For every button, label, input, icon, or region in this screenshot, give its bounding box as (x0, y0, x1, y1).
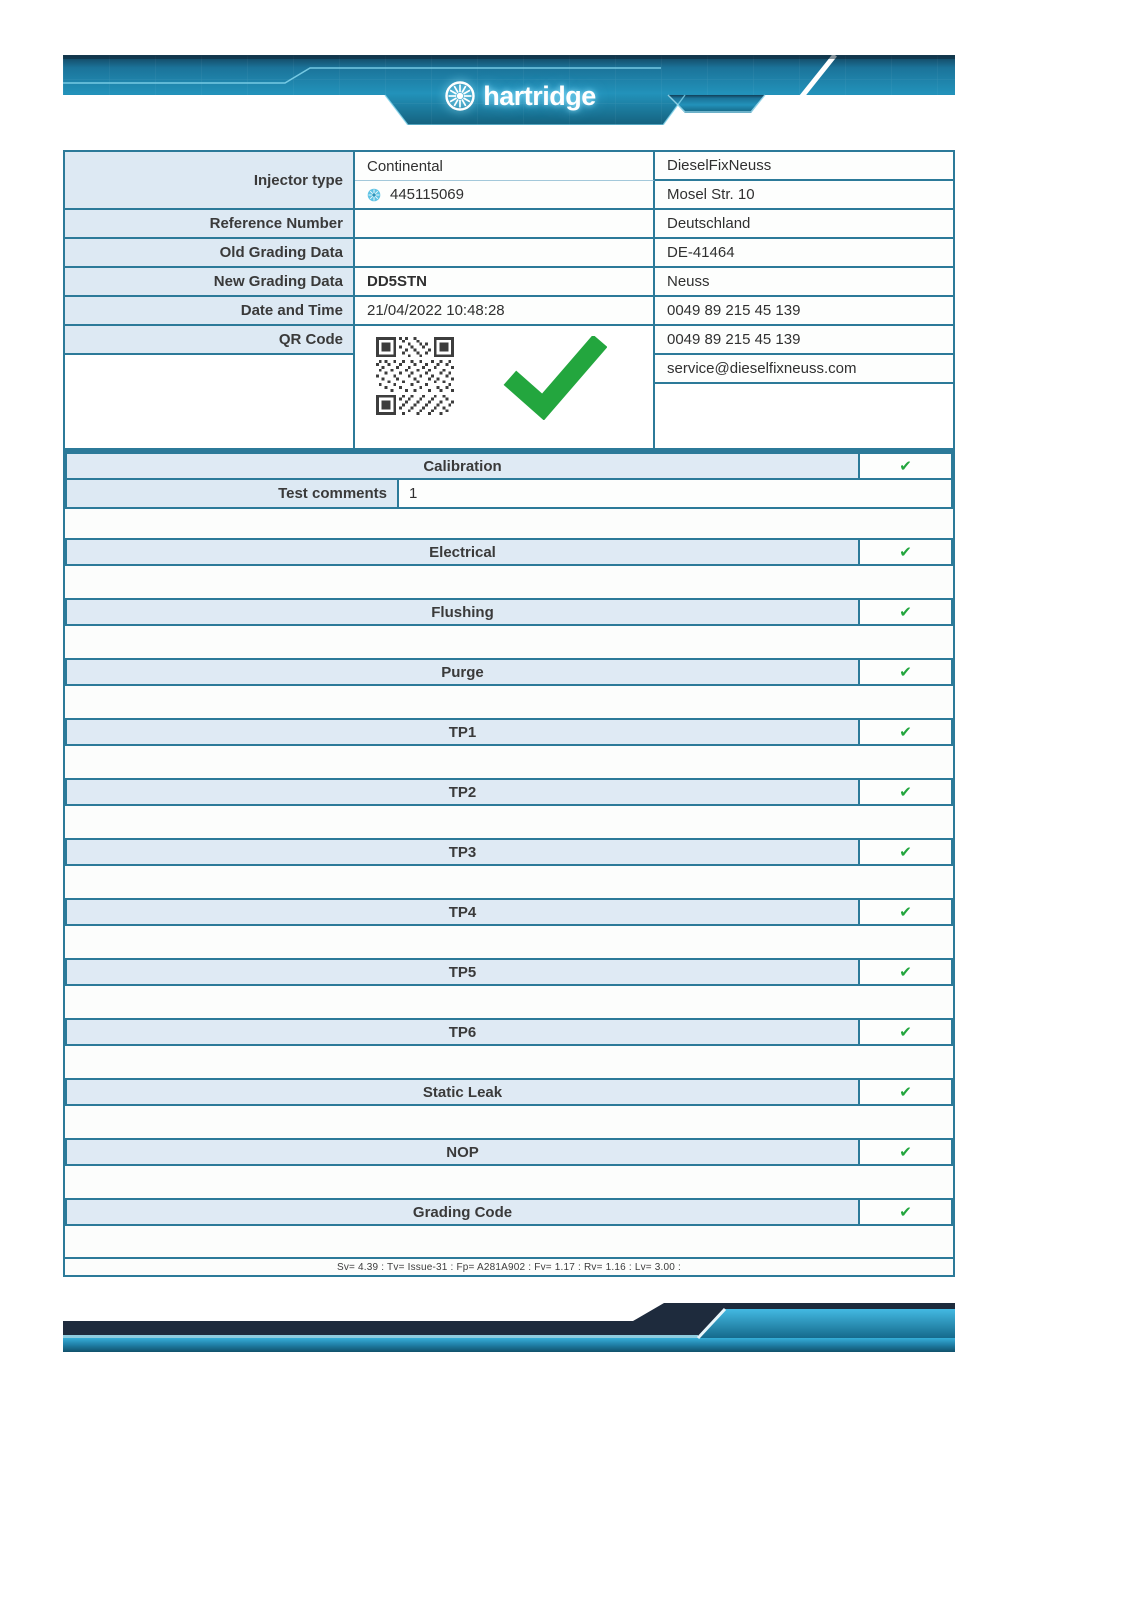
check-icon: ✔ (860, 454, 951, 478)
section-label: Calibration (67, 454, 860, 478)
section-label: TP4 (67, 900, 860, 924)
check-icon: ✔ (860, 960, 951, 984)
qr-code-cell (355, 326, 655, 448)
workshop-line: DE-41464 (655, 239, 953, 268)
reference-number-label: Reference Number (65, 210, 355, 239)
qr-code-label: QR Code (65, 326, 355, 355)
section-label: TP2 (67, 780, 860, 804)
workshop-line: DieselFixNeuss (655, 152, 953, 181)
footer-banner (63, 1300, 955, 1354)
section-label: Purge (67, 660, 860, 684)
old-grading-label: Old Grading Data (65, 239, 355, 268)
section-label: Electrical (67, 540, 860, 564)
section-label: Flushing (67, 600, 860, 624)
check-icon: ✔ (860, 900, 951, 924)
section-row-static-leak (65, 1078, 953, 1106)
section-row-flushing (65, 598, 953, 626)
check-icon: ✔ (860, 1020, 951, 1044)
section-row-purge (65, 658, 953, 686)
workshop-line: Deutschland (655, 210, 953, 239)
qr-code (373, 334, 457, 418)
version-footer: Sv= 4.39 : Tv= Issue-31 : Fp= A281A902 : Fv= 1.17 : Rv= 1.16 : Lv= 3.00 : (65, 1257, 953, 1275)
section-row-grading-code (65, 1198, 953, 1226)
section-label: TP5 (67, 960, 860, 984)
check-icon: ✔ (860, 1140, 951, 1164)
section-label: TP3 (67, 840, 860, 864)
section-row-calibration (65, 452, 953, 480)
workshop-line: 0049 89 215 45 139 (655, 326, 953, 355)
check-icon: ✔ (860, 1200, 951, 1224)
workshop-line: Neuss (655, 268, 953, 297)
section-row-tp2 (65, 778, 953, 806)
reference-number-value (355, 210, 655, 239)
test-comments-row (65, 480, 953, 509)
label-column-spacer (65, 355, 355, 448)
injector-part-row (355, 181, 655, 210)
section-row-nop (65, 1138, 953, 1166)
section-label: Grading Code (67, 1200, 860, 1224)
impeller-icon (444, 80, 476, 112)
spoked-wheel-icon (367, 188, 381, 202)
section-row-tp5 (65, 958, 953, 986)
date-time-label: Date and Time (65, 297, 355, 326)
brand-name: hartridge (483, 80, 596, 111)
test-results-table (63, 450, 955, 1277)
section-row-electrical (65, 538, 953, 566)
test-comments-value: 1 (409, 485, 418, 502)
workshop-line: Mosel Str. 10 (655, 181, 953, 210)
section-row-tp3 (65, 838, 953, 866)
injector-info-table (63, 150, 955, 450)
injector-part-number: 445115069 (390, 186, 464, 203)
workshop-line: 0049 89 215 45 139 (655, 297, 953, 326)
new-grading-value: DD5STN (355, 268, 655, 297)
workshop-line: service@dieselfixneuss.com (655, 355, 953, 384)
test-comments-label: Test comments (67, 480, 399, 507)
section-row-tp6 (65, 1018, 953, 1046)
check-icon: ✔ (860, 1080, 951, 1104)
injector-type-label: Injector type (65, 152, 355, 210)
check-icon: ✔ (860, 780, 951, 804)
workshop-column-spacer (655, 384, 953, 448)
check-icon: ✔ (860, 720, 951, 744)
check-icon: ✔ (860, 540, 951, 564)
section-row-tp1 (65, 718, 953, 746)
date-time-value: 21/04/2022 10:48:28 (355, 297, 655, 326)
check-icon: ✔ (860, 660, 951, 684)
old-grading-value (355, 239, 655, 268)
check-icon: ✔ (860, 840, 951, 864)
section-row-tp4 (65, 898, 953, 926)
hartridge-logo (385, 76, 655, 116)
qr-valid-check-icon (503, 336, 607, 420)
check-icon: ✔ (860, 600, 951, 624)
section-label: TP6 (67, 1020, 860, 1044)
section-label: TP1 (67, 720, 860, 744)
section-label: NOP (67, 1140, 860, 1164)
injector-make-value: Continental (355, 152, 655, 181)
new-grading-label: New Grading Data (65, 268, 355, 297)
section-label: Static Leak (67, 1080, 860, 1104)
